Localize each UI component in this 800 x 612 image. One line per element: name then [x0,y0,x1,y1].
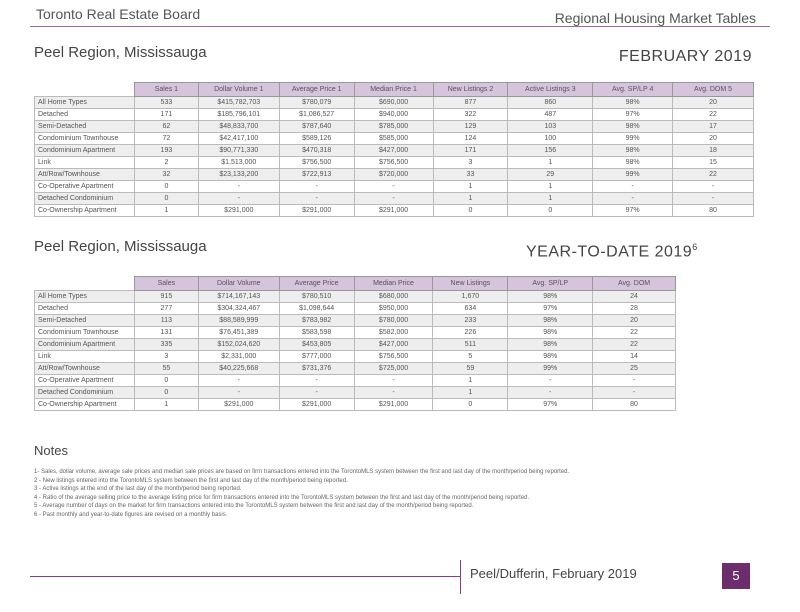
table-cell: 1 [134,205,198,217]
table-cell: - [508,387,593,399]
table-cell: $785,000 [354,121,433,133]
table-cell: 156 [508,145,593,157]
column-header: Avg. DOM [593,277,676,291]
table-cell: 0 [433,205,508,217]
table-cell: $680,000 [354,291,433,303]
column-header: Median Price 1 [354,83,433,97]
table-cell: 634 [433,303,508,315]
table-row [35,315,676,327]
table-cell: 3 [134,351,198,363]
table-corner [35,83,135,97]
table-cell: $427,000 [354,145,433,157]
table-cell: 28 [593,303,676,315]
table-cell: 22 [673,169,754,181]
table-cell: 124 [433,133,508,145]
row-label: Link [35,351,135,363]
row-label: Semi-Detached [35,121,135,133]
table-cell: - [593,387,676,399]
row-label: Condominium Townhouse [35,327,135,339]
header-divider [30,26,770,27]
table-cell: - [198,387,279,399]
table-cell: 97% [508,399,593,411]
table-cell: $756,500 [354,351,433,363]
row-label: Co-Operative Apartment [35,375,135,387]
table-cell: 98% [508,291,593,303]
table-cell: $152,024,620 [198,339,279,351]
table-cell: 877 [433,97,508,109]
table-cell: 1 [433,193,508,205]
table-row [35,181,754,193]
row-label: Detached Condominium [35,387,135,399]
table-cell: $48,833,700 [198,121,279,133]
table-cell: - [279,193,354,205]
table-cell: $2,331,000 [198,351,279,363]
table-cell: $76,451,389 [198,327,279,339]
table-cell: 533 [134,97,198,109]
table-cell: $714,167,143 [198,291,279,303]
table-cell: - [279,181,354,193]
table-cell: 98% [508,351,593,363]
table-row [35,363,676,375]
note-item: 1- Sales, dollar volume, average sale prices and median sale prices are based on firm transactions entered into the TorontoMLS system between the first and last day of the month/period being reported. [34,469,570,475]
table-cell: - [354,181,433,193]
column-header: Average Price [279,277,354,291]
row-label: Condominium Apartment [35,339,135,351]
note-item: 6 - Past monthly and year-to-date figures are revised on a monthly basis. [34,511,228,518]
column-header: Avg. DOM 5 [673,83,754,97]
table-cell: 59 [433,363,508,375]
table-cell: 0 [134,193,198,205]
table-cell: 233 [433,315,508,327]
table-corner [35,277,135,291]
row-label: Att/Row/Townhouse [35,169,135,181]
table-cell: 277 [134,303,198,315]
table-cell: 62 [134,121,198,133]
column-header: Dollar Volume [198,277,279,291]
table-cell: $756,500 [279,157,354,169]
table-cell: 99% [508,363,593,375]
table-cell: 0 [134,181,198,193]
table-cell: 18 [673,145,754,157]
table-row [35,339,676,351]
table-cell: 860 [508,97,593,109]
report-title: Regional Housing Market Tables [554,10,756,26]
table-cell: 14 [593,351,676,363]
table-row [35,109,754,121]
row-label: All Home Types [35,291,135,303]
table-row [35,121,754,133]
table-cell: $582,000 [354,327,433,339]
table-cell: $787,640 [279,121,354,133]
table-cell: $940,000 [354,109,433,121]
column-header: Avg. SP/LP 4 [593,83,673,97]
page-number: 5 [722,563,750,589]
table-cell: 3 [433,157,508,169]
table-cell: $690,000 [354,97,433,109]
table-row [35,157,754,169]
table-cell: - [508,375,593,387]
table-cell: 22 [593,339,676,351]
table-cell: $427,000 [354,339,433,351]
table-cell: - [198,375,279,387]
table-cell: 0 [134,387,198,399]
table-cell: 5 [433,351,508,363]
table-cell: 2 [134,157,198,169]
table-row [35,387,676,399]
ytd-region-title: Peel Region, Mississauga [34,238,207,255]
table-cell: $780,000 [354,315,433,327]
column-header: Average Price 1 [279,83,354,97]
table-cell: 99% [593,133,673,145]
monthly-period-title: FEBRUARY 2019 [618,48,752,65]
ytd-period-title: YEAR-TO-DATE 2019$^6$ [526,242,698,261]
table-row [35,133,754,145]
column-header: Sales 1 [134,83,198,97]
table-cell: 322 [433,109,508,121]
table-cell: 0 [433,399,508,411]
table-cell: $90,771,330 [198,145,279,157]
table-cell: 22 [593,327,676,339]
table-cell: $291,000 [279,399,354,411]
table-cell: 487 [508,109,593,121]
footer-vertical-divider [460,560,461,594]
table-cell: - [354,375,433,387]
table-cell: $470,318 [279,145,354,157]
table-cell: 1 [433,181,508,193]
table-cell: $291,000 [198,205,279,217]
table-cell: $780,510 [279,291,354,303]
row-label: Link [35,157,135,169]
table-row [35,351,676,363]
table-cell: 98% [593,157,673,169]
table-cell: 55 [134,363,198,375]
table-cell: $291,000 [279,205,354,217]
column-header: Dollar Volume 1 [198,83,279,97]
table-cell: 113 [134,315,198,327]
table-cell: 20 [593,315,676,327]
table-cell: 131 [134,327,198,339]
note-item: 5 - Average number of days on the market for firm transactions entered into the TorontoMLS system between the first and last day of the month/period being reported. [34,503,474,509]
table-cell: $720,000 [354,169,433,181]
table-cell: $304,324,467 [198,303,279,315]
footer-divider [30,576,460,577]
column-header: New Listings 2 [433,83,508,97]
table-cell: 98% [508,339,593,351]
table-cell: 97% [508,303,593,315]
table-cell: 32 [134,169,198,181]
table-row [35,375,676,387]
footer-text: Peel/Dufferin, February 2019 [470,566,637,581]
table-cell: $185,796,101 [198,109,279,121]
table-cell: $291,000 [198,399,279,411]
table-cell: $42,417,100 [198,133,279,145]
table-cell: - [673,181,754,193]
monthly-region-title: Peel Region, Mississauga [34,44,207,61]
column-header: Median Price [354,277,433,291]
row-label: Co-Operative Apartment [35,181,135,193]
table-cell: 335 [134,339,198,351]
table-row [35,169,754,181]
note-item: 2 - New listings entered into the TorontoMLS system between the first and last day of the month/period being reported. [34,477,348,484]
table-cell: 25 [593,363,676,375]
row-label: Detached [35,109,135,121]
table-cell: 100 [508,133,593,145]
table-cell: 98% [508,327,593,339]
table-cell: - [198,193,279,205]
table-cell: 17 [673,121,754,133]
board-name: Toronto Real Estate Board [36,6,201,22]
table-cell: $731,376 [279,363,354,375]
table-cell: 171 [134,109,198,121]
column-header: Sales [134,277,198,291]
table-cell: - [198,181,279,193]
table-cell: 20 [673,97,754,109]
table-cell: $950,000 [354,303,433,315]
table-cell: 193 [134,145,198,157]
table-cell: $88,589,999 [198,315,279,327]
table-cell: 129 [433,121,508,133]
table-row [35,327,676,339]
notes-list [34,468,674,519]
table-cell: $1,086,527 [279,109,354,121]
table-cell: $1,098,644 [279,303,354,315]
table-cell: 99% [593,169,673,181]
table-cell: $722,913 [279,169,354,181]
row-label: Co-Ownership Apartment [35,205,135,217]
table-cell: $291,000 [354,205,433,217]
table-row [35,291,676,303]
table-cell: $1,513,000 [198,157,279,169]
table-row [35,193,754,205]
table-cell: 0 [134,375,198,387]
table-row [35,145,754,157]
table-cell: 97% [593,205,673,217]
table-cell: 511 [433,339,508,351]
table-cell: 0 [508,205,593,217]
table-cell: 1 [508,193,593,205]
row-label: All Home Types [35,97,135,109]
table-cell: - [279,387,354,399]
table-cell: - [593,375,676,387]
table-cell: $453,805 [279,339,354,351]
table-cell: 15 [673,157,754,169]
table-cell: 1 [508,181,593,193]
table-cell: 98% [593,97,673,109]
table-cell: 29 [508,169,593,181]
table-cell: 915 [134,291,198,303]
row-label: Semi-Detached [35,315,135,327]
table-cell: 24 [593,291,676,303]
row-label: Condominium Apartment [35,145,135,157]
table-cell: 98% [508,315,593,327]
table-row [35,303,676,315]
table-row [35,97,754,109]
note-item: 4 - Ratio of the average selling price to the average listing price for firm transactions entered into the TorontoMLS system between the first and last day of the month/period being reported. [34,494,530,501]
row-label: Detached [35,303,135,315]
note-item: 3 - Active listings at the end of the last day of the month/period being reported. [34,486,242,492]
table-cell: 1 [134,399,198,411]
table-cell: $23,133,200 [198,169,279,181]
table-cell: $777,000 [279,351,354,363]
table-cell: $780,079 [279,97,354,109]
table-cell: - [593,193,673,205]
table-cell: 97% [593,109,673,121]
table-cell: 226 [433,327,508,339]
table-cell: 98% [593,145,673,157]
table-cell: - [354,387,433,399]
table-cell: 20 [673,133,754,145]
table-cell: $725,000 [354,363,433,375]
notes-title: Notes [34,443,68,458]
table-cell: 103 [508,121,593,133]
table-row [35,205,754,217]
row-label: Condominium Townhouse [35,133,135,145]
column-header: Active Listings 3 [508,83,593,97]
table-cell: 1 [433,387,508,399]
row-label: Detached Condominium [35,193,135,205]
table-cell: - [593,181,673,193]
ytd-table [34,276,676,411]
table-cell: 33 [433,169,508,181]
table-cell: $783,982 [279,315,354,327]
table-cell: 80 [673,205,754,217]
table-cell: - [354,193,433,205]
table-cell: 1 [508,157,593,169]
table-cell: $291,000 [354,399,433,411]
table-cell: 1,670 [433,291,508,303]
table-cell: 72 [134,133,198,145]
table-cell: 171 [433,145,508,157]
row-label: Co-Ownership Apartment [35,399,135,411]
column-header: Avg. SP/LP [508,277,593,291]
table-cell: - [279,375,354,387]
monthly-table [34,82,754,217]
table-cell: $756,500 [354,157,433,169]
table-cell: 80 [593,399,676,411]
row-label: Att/Row/Townhouse [35,363,135,375]
table-cell: $40,225,668 [198,363,279,375]
column-header: New Listings [433,277,508,291]
table-cell: $589,126 [279,133,354,145]
table-cell: 22 [673,109,754,121]
table-row [35,399,676,411]
table-cell: $415,782,703 [198,97,279,109]
table-cell: 1 [433,375,508,387]
table-cell: 98% [593,121,673,133]
table-cell: $583,598 [279,327,354,339]
table-cell: $585,000 [354,133,433,145]
table-cell: - [673,193,754,205]
